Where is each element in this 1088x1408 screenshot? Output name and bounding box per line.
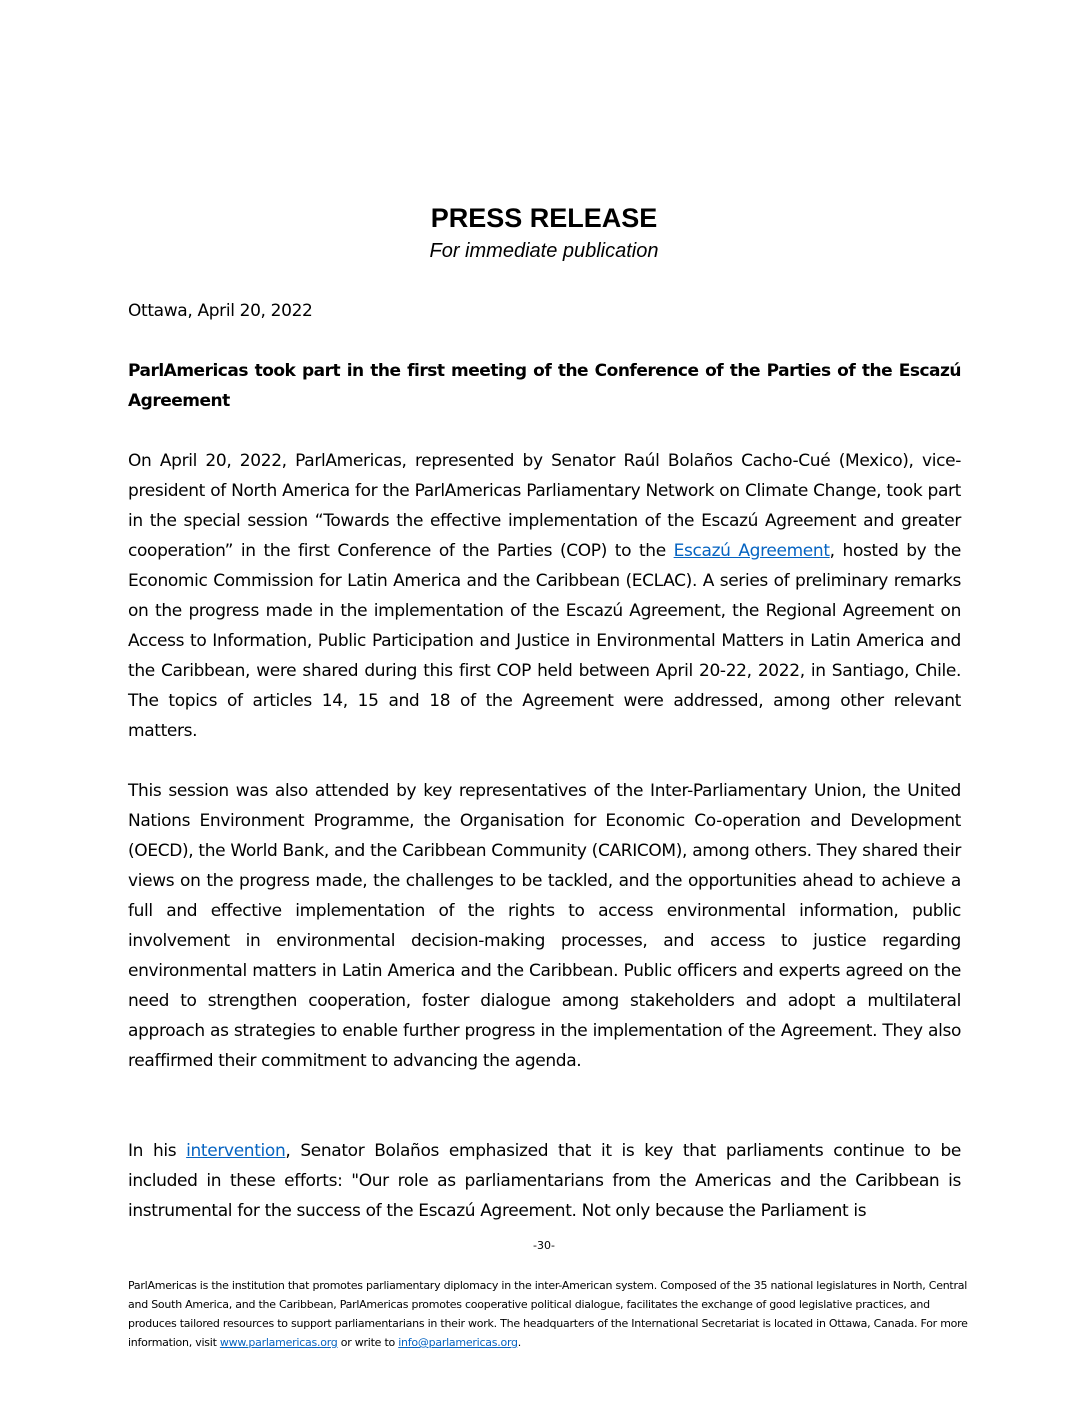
footer-end-text: .	[517, 1336, 522, 1349]
paragraph-1-text-b: , hosted by the Economic Commission for Latin America and the Caribbean (ECLAC). A series of preliminary remarks on the progress made in the implementation of the Escazú Agreement, the Regional Agreement on Access to Information, Public Participation and Justice in Environmental Matters in Latin America and the Caribbean, were shared during this first COP held between April 20-22, 2022, in Santiago, Chile. The topics of articles 14, 15 and 18 of the Agreement were addressed, among other relevant matters.	[128, 541, 961, 741]
paragraph-3-text-a: In his	[128, 1141, 187, 1161]
paragraph-1	[128, 446, 961, 746]
footer	[128, 1276, 968, 1352]
escazu-agreement-link[interactable]: Escazú Agreement	[673, 541, 830, 561]
headline: ParlAmericas took part in the first meeting of the Conference of the Parties of the Escazú Agreement	[128, 361, 961, 411]
website-link[interactable]: www.parlamericas.org	[219, 1336, 338, 1349]
intervention-link[interactable]: intervention	[186, 1141, 286, 1161]
footer-text: ParlAmericas is the institution that promotes parliamentary diplomacy in the inter-American system. Composed of the 35 national legislatures in North, Central and South America, and the Caribbean, ParlAmericas promotes cooperative political dialogue, facilitates the exchange of good legislative practices, and produces tailored resources to support parliamentarians in their work. The headquarters of the International Secretariat is located in Ottawa, Canada. For more information, visit	[128, 1279, 968, 1349]
paragraph-2: This session was also attended by key representatives of the Inter-Parliamentary Union, the United Nations Environment Programme, the Organisation for Economic Co-operation and Development (OECD), the World Bank, and the Caribbean Community (CARICOM), among others. They shared their views on the progress made, the challenges to be tackled, and the opportunities ahead to achieve a full and effective implementation of the rights to access environmental information, public involvement in environmental decision-making processes, and access to justice regarding environmental matters in Latin America and the Caribbean. Public officers and experts agreed on the need to strengthen cooperation, foster dialogue among stakeholders and adopt a multilateral approach as strategies to enable further progress in the implementation of the Agreement. They also reaffirmed their commitment to advancing the agenda.	[128, 781, 961, 1071]
dateline: Ottawa, April 20, 2022	[128, 301, 313, 321]
email-link[interactable]: info@parlamericas.org	[398, 1336, 518, 1349]
paragraph-1-text-a: On April 20, 2022, ParlAmericas, represented by Senator Raúl Bolaños Cacho-Cué (Mexico), vice-president of North America for the ParlAmericas Parliamentary Network on Climate Change, took part in the special session “Towards the effective implementation of the Escazú Agreement and greater cooperation” in the first Conference of the Parties (COP) to the	[128, 451, 961, 561]
footer-middle-text: or write to	[337, 1336, 399, 1349]
page-title: PRESS RELEASE	[430, 203, 658, 233]
paragraph-3	[128, 1136, 961, 1226]
page-number: -30-	[533, 1239, 555, 1252]
paragraph-3-text-b: , Senator Bolaños emphasized that it is key that parliaments continue to be included in these efforts: "Our role as parliamentarians from the Americas and the Caribbean is instrumental for the success of the Escazú Agreement. Not only because the Parliament is	[128, 1141, 961, 1221]
page-subtitle: For immediate publication	[429, 240, 659, 262]
